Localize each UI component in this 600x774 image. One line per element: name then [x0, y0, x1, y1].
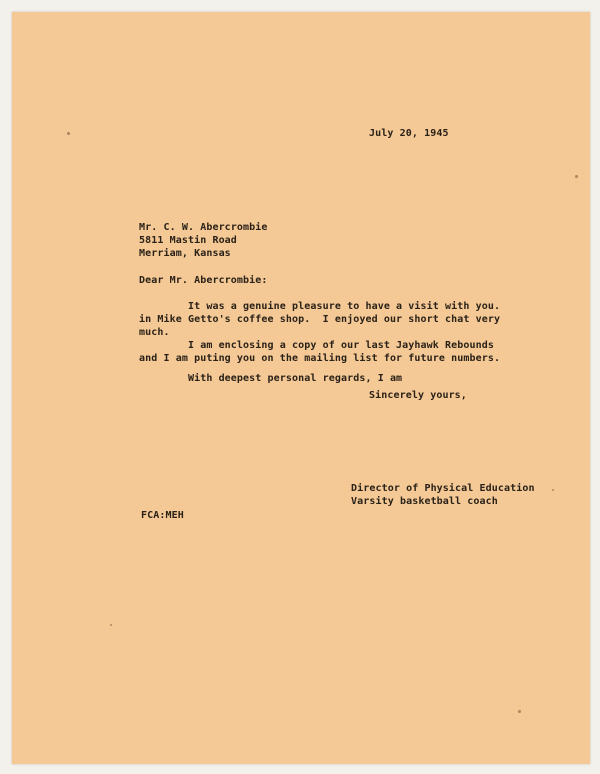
typist-initials: FCA:MEH [141, 510, 184, 521]
body-paragraph-1-line-1: It was a genuine pleasure to have a visit with you. [139, 301, 501, 312]
body-paragraph-1-line-3: much. [139, 327, 170, 338]
recipient-city: Merriam, Kansas [139, 248, 231, 259]
body-paragraph-2-line-2: and I am puting you on the mailing list for future numbers. [139, 353, 501, 364]
paper-speck [575, 175, 578, 178]
paper-speck [552, 489, 554, 491]
recipient-name: Mr. C. W. Abercrombie [139, 222, 268, 233]
complimentary-closing: Sincerely yours, [369, 390, 467, 401]
paper-speck [110, 624, 112, 626]
signature-title: Director of Physical Education [351, 483, 535, 494]
signature-role: Varsity basketball coach [351, 496, 498, 507]
paper-speck [518, 710, 521, 713]
letter-page [12, 12, 590, 764]
body-paragraph-2-line-1: I am enclosing a copy of our last Jayhawk Rebounds [139, 340, 494, 351]
body-paragraph-1-line-2: in Mike Getto's coffee shop. I enjoyed our short chat very [139, 314, 501, 325]
recipient-street: 5811 Mastin Road [139, 235, 237, 246]
salutation: Dear Mr. Abercrombie: [139, 275, 268, 286]
body-paragraph-3: With deepest personal regards, I am [139, 373, 403, 384]
paper-speck [67, 132, 70, 135]
letter-date: July 20, 1945 [369, 128, 449, 139]
